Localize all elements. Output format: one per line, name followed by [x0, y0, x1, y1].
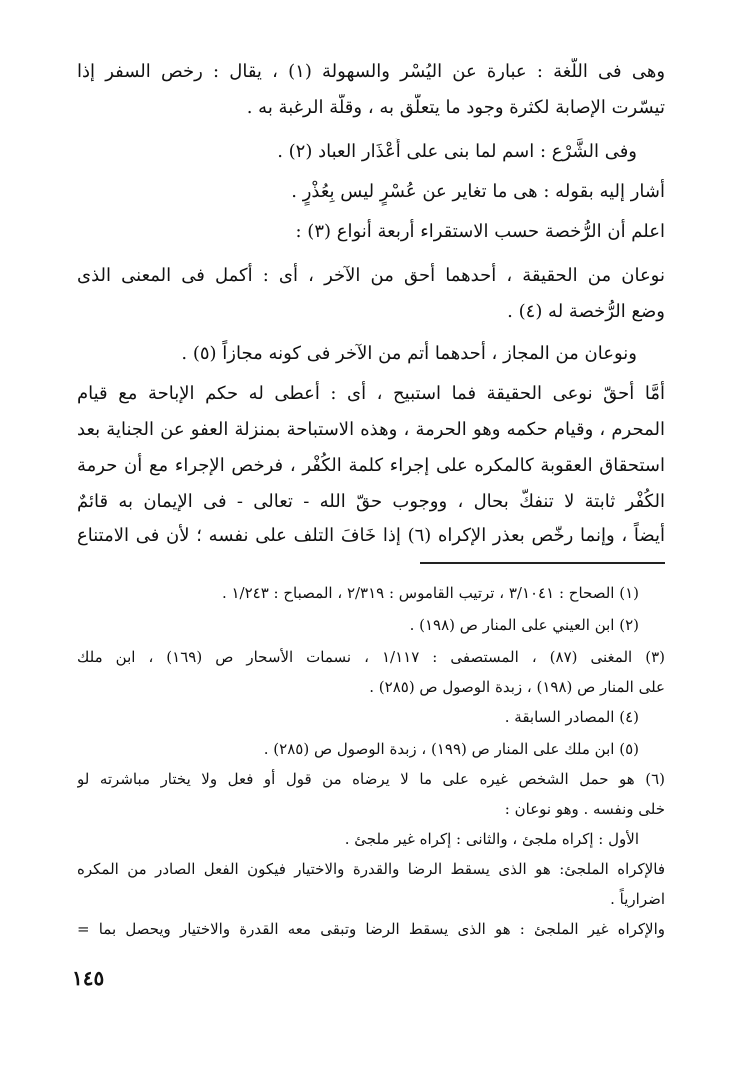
footnote-line: (١) الصحاح : ٣/١٠٤١ ، ترتيب القاموس : ٢/٣١٩ ، المصباح : ١/٢٤٣ . — [221, 584, 639, 602]
footnote-line: (٦) هو حمل الشخص غيره على ما لا يرضاه من قول أو فعل ولا يختار مباشرته لو — [77, 770, 665, 788]
footnote-line: (٤) المصادر السابقة . — [504, 708, 639, 726]
body-line: اعلم أن الرُّخصة حسب الاستقراء أربعة أنواع (٣) : — [295, 221, 665, 242]
body-line: أشار إليه بقوله : هى ما تغاير عن عُسْرٍ ليس بِعُذْرٍ . — [291, 181, 665, 202]
footnote-line: (٥) ابن ملك على المنار ص (١٩٩) ، زبدة الوصول ص (٢٨٥) . — [263, 740, 639, 758]
body-line: أيضاً ، وإنما رخّص بعذر الإكراه (٦) إذا خَافَ التلف على نفسه ؛ لأن فى الامتناع — [77, 525, 665, 546]
footnote-line: الأول : إكراه ملجئ ، والثانى : إكراه غير ملجئ . — [344, 830, 639, 848]
footnote-line: فالإكراه الملجئ: هو الذى يسقط الرضا والقدرة والاختيار فيكون الفعل الصادر من المكره — [77, 860, 665, 878]
footnote-line: اضرارياً . — [610, 890, 665, 908]
body-line: أمَّا أحقّ نوعى الحقيقة فما استبيح ، أى : أعطى له حكم الإباحة مع قيام — [77, 383, 665, 404]
footnote-line: على المنار ص (١٩٨) ، زبدة الوصول ص (٢٨٥) . — [369, 678, 665, 696]
body-line: تيسّرت الإصابة لكثرة وجود ما يتعلّق به ، وقلّة الرغبة به . — [246, 97, 665, 118]
footnote-divider — [420, 562, 665, 564]
body-line: وفى الشَّرْع : اسم لما بنى على أَعْذَار العباد (٢) . — [277, 141, 637, 162]
body-line: ونوعان من المجاز ، أحدهما أتم من الآخر فى كونه مجازاً (٥) . — [181, 343, 637, 364]
page-number: ١٤٥ — [72, 966, 105, 990]
body-line: وهى فى اللُّغة : عبارة عن اليُسْر والسهولة (١) ، يقال : رخص السفر إذا — [77, 61, 665, 82]
footnote-line: والإكراه غير الملجئ : هو الذى يسقط الرضا وتبقى معه القدرة والاختيار ويحصل بما = — [77, 920, 665, 938]
body-line: وضع الرُّخصة له (٤) . — [507, 301, 665, 322]
body-line: استحقاق العقوبة كالمكره على إجراء كلمة الكُفْر ، فرخص الإجراء مع أن حرمة — [77, 455, 665, 476]
body-line: نوعان من الحقيقة ، أحدهما أحق من الآخر ، أى : أكمل فى المعنى الذى — [77, 265, 665, 286]
body-line: الكُفْر ثابتة لا تنفكّ بحال ، ووجوب حقّ الله - تعالى - فى الإيمان به قائمٌ — [77, 491, 665, 512]
footnote-line: (٢) ابن العيني على المنار ص (١٩٨) . — [409, 616, 639, 634]
body-line: المحرم ، وقيام حكمه وهو الحرمة ، وهذه الاستباحة بمنزلة العفو عن الجناية بعد — [77, 419, 665, 440]
footnote-line: خلى ونفسه . وهو نوعان : — [504, 800, 665, 818]
footnote-line: (٣) المغنى (٨٧) ، المستصفى : ١/١١٧ ، نسمات الأسحار ص (١٦٩) ، ابن ملك — [77, 648, 665, 666]
